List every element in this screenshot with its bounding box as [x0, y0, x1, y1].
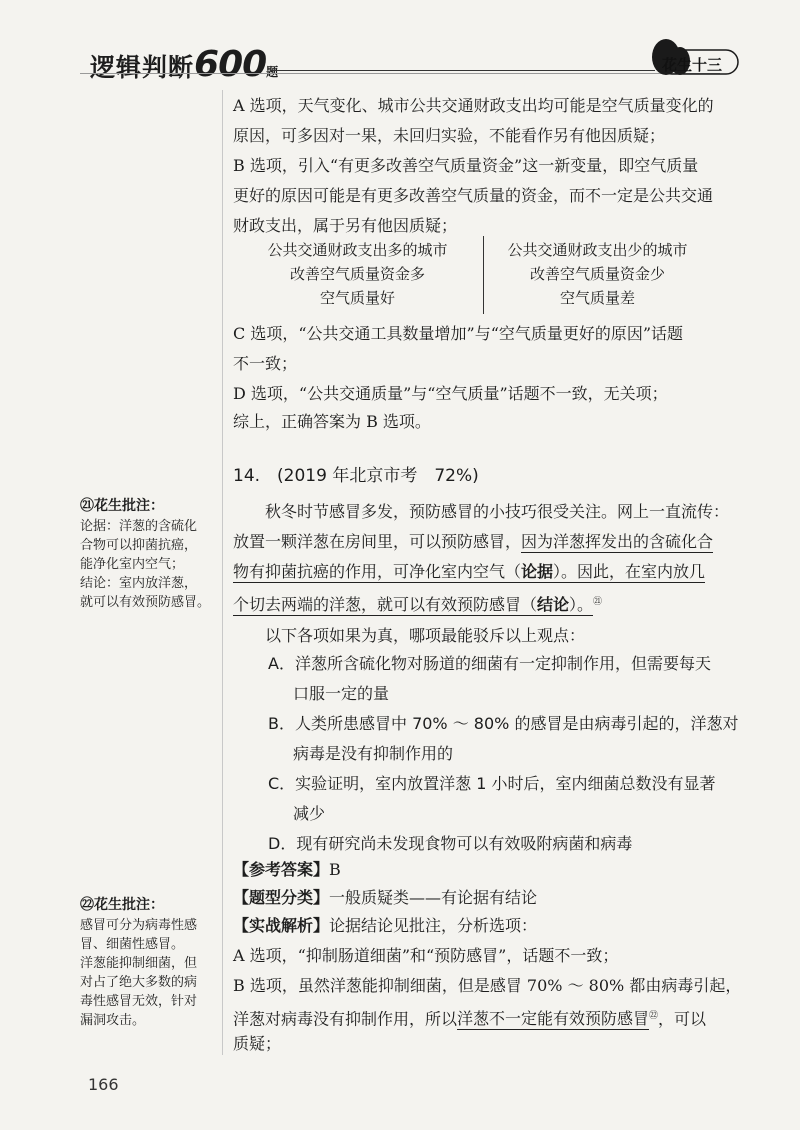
- stem-line: [233, 592, 602, 615]
- margin-note-line: 洋葱能抑制细菌，但: [80, 956, 198, 971]
- text-line: A 选项，天气变化、城市公共交通财政支出均可能是空气质量变化的: [233, 96, 714, 115]
- text-line: 质疑；: [233, 1034, 282, 1053]
- text-line: D 选项，“公共交通质量”与“空气质量”话题不一致，无关项；: [233, 384, 668, 403]
- table-cell: 空气质量好: [319, 289, 395, 307]
- underlined-conclusion: 洋葱不一定能有效预防感冒: [457, 1009, 650, 1029]
- option-d: D．现有研究尚未发现食物可以有效吸附病菌和病毒: [268, 834, 633, 853]
- margin-note-line: 毒性感冒无效，针对: [80, 994, 198, 1009]
- option-c-cont: 减少: [293, 804, 326, 823]
- ref-answer: 【参考答案】B: [233, 860, 341, 879]
- stem-line: 放置一颗洋葱在房间里，可以预防感冒，因为洋葱挥发出的含硫化合: [233, 532, 714, 551]
- underlined-conclusion: 个切去两端的洋葱，就可以有效预防感冒（结论）。: [233, 595, 594, 615]
- margin-note-line: 漏洞攻击。: [80, 1013, 146, 1028]
- margin-note-line: 对占了绝大多数的病: [80, 975, 198, 990]
- margin-note-line: 结论：室内放洋葱，: [80, 576, 198, 591]
- margin-divider: [222, 90, 223, 1055]
- stem-line: [233, 562, 705, 582]
- table-cell: 公共交通财政支出少的城市: [507, 241, 688, 259]
- margin-note-line: 就可以有效预防感冒。: [80, 595, 211, 610]
- page-number: 166: [88, 1075, 119, 1094]
- brand-name: 花生十三: [662, 56, 723, 74]
- question-prompt: 以下各项如果为真，哪项最能驳斥以上观点：: [265, 626, 586, 645]
- comparison-table: [240, 238, 710, 313]
- option-a: A．洋葱所含硫化物对肠道的细菌有一定抑制作用，但需要每天: [268, 654, 711, 673]
- underlined-premise: 因为洋葱挥发出的含硫化合: [521, 532, 714, 551]
- text-line: B 选项，虽然洋葱能抑制细菌，但是感冒 70% ～ 80% 都由病毒引起，: [233, 976, 742, 995]
- text-line: A 选项，“抑制肠道细菌”和“预防感冒”，话题不一致；: [233, 946, 619, 965]
- text-line: B 选项，引入“有更多改善空气质量资金”这一新变量，即空气质量: [233, 156, 699, 175]
- margin-note-title: ㉒花生批注：: [80, 897, 164, 913]
- text-line: 综上，正确答案为 B 选项。: [233, 412, 431, 431]
- table-cell: 公共交通财政支出多的城市: [267, 241, 448, 259]
- option-b: B．人类所患感冒中 70% ～ 80% 的感冒是由病毒引起的，洋葱对: [268, 714, 739, 733]
- option-a-cont: 口服一定的量: [293, 684, 390, 703]
- question-type: 【题型分类】一般质疑类——有论据有结论: [233, 888, 538, 907]
- table-cell: 改善空气质量资金多: [289, 265, 425, 283]
- option-c: C．实验证明，室内放置洋葱 1 小时后，室内细菌总数没有显著: [268, 774, 716, 793]
- table-cell: 空气质量差: [559, 289, 635, 307]
- margin-note-title: ㉑花生批注：: [80, 498, 164, 514]
- analysis-heading: 【实战解析】论据结论见批注，分析选项：: [233, 916, 538, 935]
- margin-note-line: 能净化室内空气；: [80, 557, 185, 572]
- underlined-premise: 物有抑菌抗癌的作用，可净化室内空气（论据）。因此，在室内放几: [233, 562, 706, 581]
- header-rule: [270, 70, 655, 71]
- text-line: C 选项，“公共交通工具数量增加”与“空气质量更好的原因”话题: [233, 324, 684, 343]
- book-title: 逻辑判断600题: [90, 44, 280, 85]
- stem-line: 秋冬时节感冒多发，预防感冒的小技巧很受关注。网上一直流传：: [265, 502, 730, 521]
- margin-note-line: 感冒可分为病毒性感: [80, 918, 198, 933]
- table-cell: 改善空气质量资金少: [529, 265, 665, 283]
- margin-note-line: 论据：洋葱的含硫化: [80, 519, 198, 534]
- text-line: 更好的原因可能是有更多改善空气质量的资金，而不一定是公共交通: [233, 186, 714, 205]
- option-b-cont: 病毒是没有抑制作用的: [293, 744, 454, 763]
- footnote-marker: ㉑: [593, 597, 603, 607]
- table-divider: [483, 236, 484, 314]
- margin-note-line: 合物可以抑菌抗癌，: [80, 538, 198, 553]
- margin-note-line: 冒、细菌性感冒。: [80, 937, 185, 952]
- text-line: 不一致；: [233, 354, 298, 373]
- text-line: 原因，可多因对一果，未回归实验，不能看作另有他因质疑；: [233, 126, 666, 145]
- footnote-marker: ㉒: [649, 1011, 659, 1021]
- question-heading: 14. (2019 年北京市考 72%): [233, 466, 479, 486]
- text-line: 财政支出，属于另有他因质疑；: [233, 216, 458, 235]
- text-line: 洋葱对病毒没有抑制作用，所以洋葱不一定能有效预防感冒$^㉒$，可以: [233, 1009, 707, 1029]
- header-rule-thin: [80, 73, 720, 74]
